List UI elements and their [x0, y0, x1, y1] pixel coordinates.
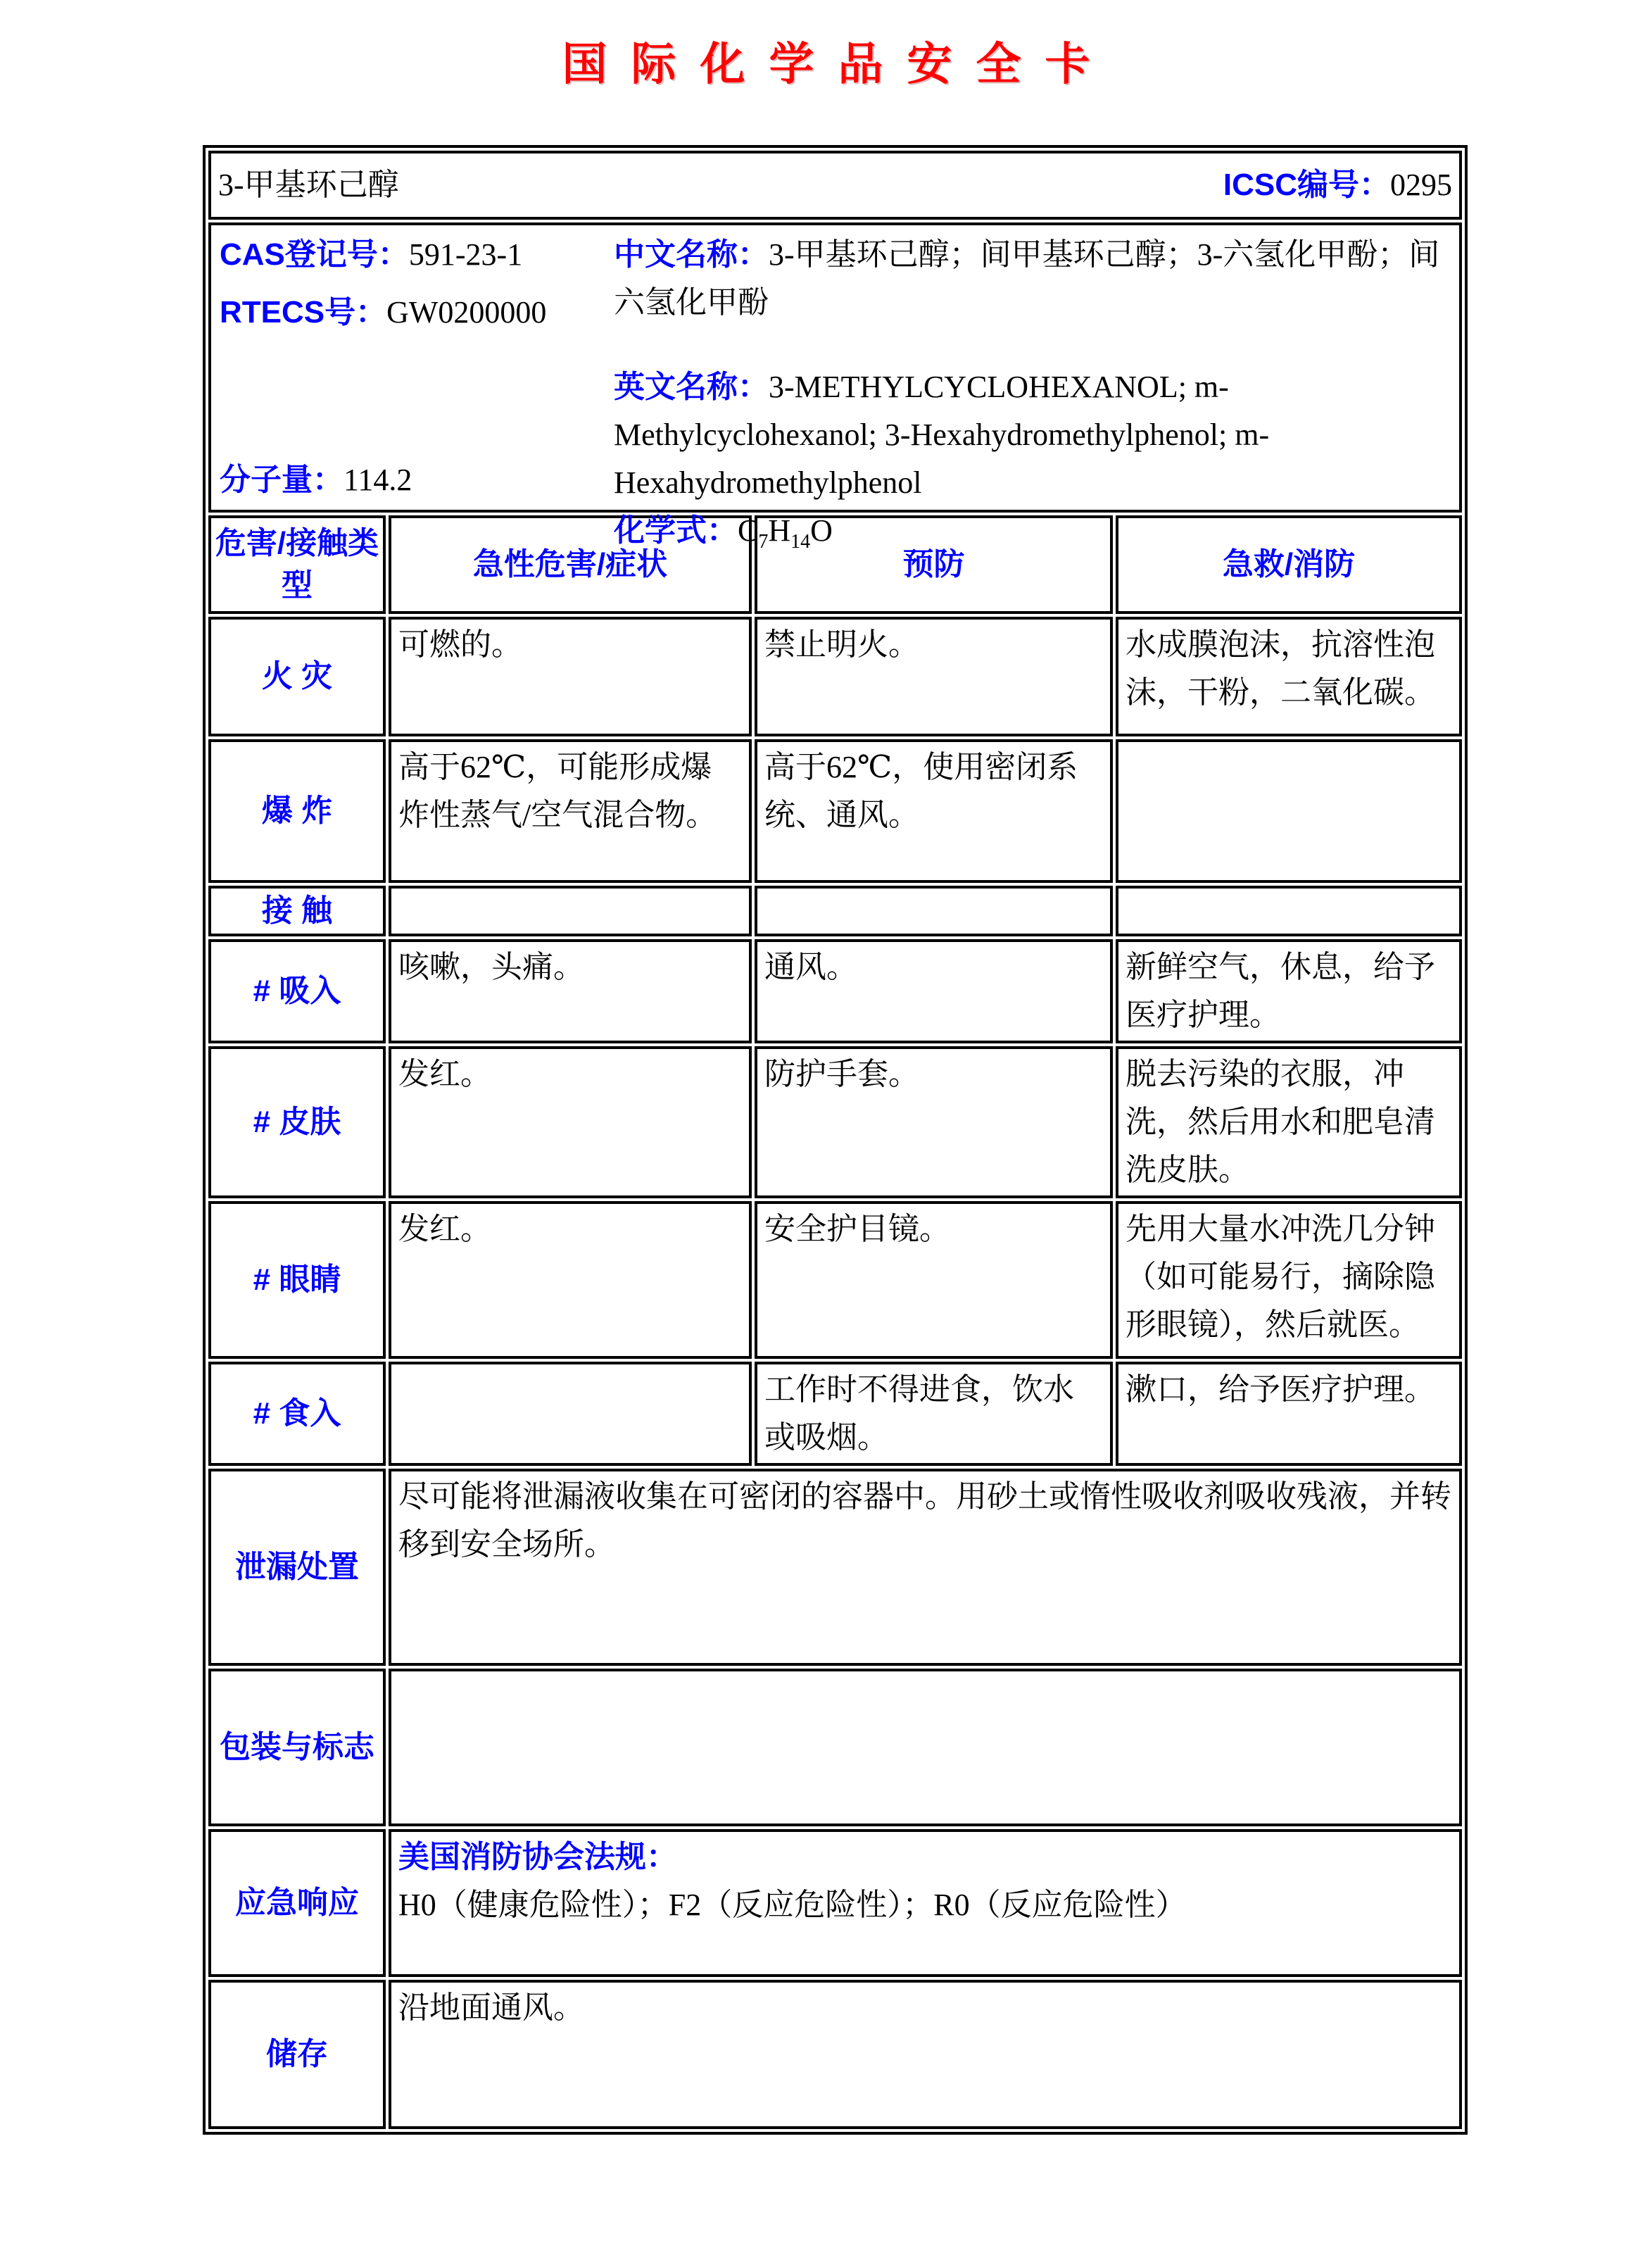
header-first-aid: 急救/消防 — [1116, 515, 1462, 614]
inhalation-response: 新鲜空气，休息，给予医疗护理。 — [1116, 939, 1462, 1043]
storage-content: 沿地面通风。 — [389, 1980, 1462, 2129]
row-label-fire: 火 灾 — [208, 617, 386, 736]
header-acute-hazards: 急性危害/症状 — [389, 515, 752, 614]
icsc-label: ICSC编号： — [1223, 168, 1391, 202]
row-inhalation — [208, 939, 1462, 1043]
row-label-eyes: # 眼睛 — [208, 1201, 386, 1359]
row-contact — [208, 886, 1462, 936]
cas-value: 591-23-1 — [408, 237, 523, 272]
eyes-response: 先用大量水冲洗几分钟（如可能易行，摘除隐形眼镜），然后就医。 — [1116, 1201, 1462, 1359]
row-label-explosion: 爆 炸 — [208, 739, 386, 883]
identifiers-row — [208, 222, 1462, 513]
chemical-formula — [738, 513, 833, 553]
page-title: 国际化学品安全卡 — [562, 39, 1114, 89]
cas-label: CAS登记号： — [220, 237, 409, 272]
molecular-weight-label: 分子量： — [220, 463, 343, 497]
english-names: 3-METHYLCYCLOHEXANOL; m-Methylcyclohexanol; 3-Hexahydromethylphenol; m-Hexahydromethylphenol — [614, 370, 1270, 500]
header-hazard-type: 危害/接触类型 — [208, 515, 386, 614]
row-packaging-labeling — [208, 1669, 1462, 1826]
chinese-names-line — [614, 231, 1451, 327]
spacer — [220, 337, 614, 456]
row-label-inhalation: # 吸入 — [208, 939, 386, 1043]
name-band-cell — [208, 151, 1462, 220]
formula-label: 化学式： — [614, 513, 738, 548]
nfpa-label: 美国消防协会法规： — [398, 1840, 677, 1874]
explosion-response — [1116, 739, 1462, 883]
fire-response: 水成膜泡沫，抗溶性泡沫，干粉，二氧化碳。 — [1116, 617, 1462, 736]
row-fire — [208, 617, 1462, 736]
name-band — [218, 155, 1452, 215]
formula-sub-14: 14 — [790, 530, 811, 553]
eyes-symptoms: 发红。 — [389, 1201, 752, 1359]
spill-disposal-content: 尽可能将泄漏液收集在可密闭的容器中。用砂土或惰性吸收剂吸收残液，并转移到安全场所。 — [389, 1469, 1462, 1666]
chemical-name: 3-甲基环己醇 — [218, 168, 399, 202]
chemical-names — [614, 231, 1451, 553]
explosion-symptoms: 高于62℃，可能形成爆炸性蒸气/空气混合物。 — [389, 739, 752, 883]
formula-sub-7: 7 — [758, 530, 769, 553]
ingestion-symptoms — [389, 1362, 752, 1466]
contact-symptoms — [389, 886, 752, 936]
row-storage — [208, 1980, 1462, 2129]
name-band-row — [208, 151, 1462, 220]
row-explosion — [208, 739, 1462, 883]
skin-symptoms: 发红。 — [389, 1046, 752, 1198]
molecular-weight-line — [220, 456, 614, 504]
row-label-contact: 接 触 — [208, 886, 386, 936]
safety-card-table — [203, 145, 1468, 2135]
rtecs-line — [220, 289, 614, 337]
ingestion-response: 漱口，给予医疗护理。 — [1116, 1362, 1462, 1466]
molecular-weight-value: 114.2 — [343, 463, 412, 497]
fire-symptoms: 可燃的。 — [389, 617, 752, 736]
chinese-names: 3-甲基环己醇；间甲基环己醇；3-六氢化甲酚；间六氢化甲酚 — [614, 237, 1440, 320]
header-prevention: 预防 — [755, 515, 1113, 614]
nfpa-codes: H0（健康危险性）；F2（反应危险性）；R0（反应危险性） — [398, 1888, 1187, 1922]
cas-line — [220, 231, 614, 279]
row-label-emergency-response: 应急响应 — [208, 1829, 386, 1977]
contact-prevention — [755, 886, 1113, 936]
chinese-name-label: 中文名称： — [614, 237, 769, 272]
eyes-prevention: 安全护目镜。 — [755, 1201, 1113, 1359]
fire-prevention: 禁止明火。 — [755, 617, 1113, 736]
row-label-spill-disposal: 泄漏处置 — [208, 1469, 386, 1666]
formula-h: H — [768, 513, 791, 548]
row-label-skin: # 皮肤 — [208, 1046, 386, 1198]
explosion-prevention: 高于62℃，使用密闭系统、通风。 — [755, 739, 1113, 883]
icsc-number: 0295 — [1390, 168, 1453, 202]
registry-numbers — [220, 231, 614, 504]
formula-o: O — [810, 513, 833, 548]
inhalation-prevention: 通风。 — [755, 939, 1113, 1043]
row-skin — [208, 1046, 1462, 1198]
english-names-line — [614, 363, 1451, 507]
skin-response: 脱去污染的衣服，冲洗，然后用水和肥皂清洗皮肤。 — [1116, 1046, 1462, 1198]
emergency-response-content — [389, 1829, 1462, 1977]
formula-c: C — [738, 513, 759, 548]
inhalation-symptoms: 咳嗽，头痛。 — [389, 939, 752, 1043]
row-label-packaging-labeling: 包装与标志 — [208, 1669, 386, 1826]
row-ingestion — [208, 1362, 1462, 1466]
rtecs-label: RTECS号： — [220, 295, 387, 329]
ingestion-prevention: 工作时不得进食，饮水或吸烟。 — [755, 1362, 1113, 1466]
row-eyes — [208, 1201, 1462, 1359]
identifiers-layout — [220, 231, 1451, 553]
english-name-label: 英文名称： — [614, 370, 769, 404]
rtecs-value: GW0200000 — [386, 295, 547, 329]
skin-prevention: 防护手套。 — [755, 1046, 1113, 1198]
icsc-number-group — [1223, 161, 1452, 209]
row-spill-disposal — [208, 1469, 1462, 1666]
contact-response — [1116, 886, 1462, 936]
row-label-storage: 储存 — [208, 1980, 386, 2129]
row-label-ingestion: # 食入 — [208, 1362, 386, 1466]
identifiers-cell — [208, 222, 1462, 553]
packaging-labeling-content — [389, 1669, 1462, 1826]
row-emergency-response — [208, 1829, 1462, 1977]
